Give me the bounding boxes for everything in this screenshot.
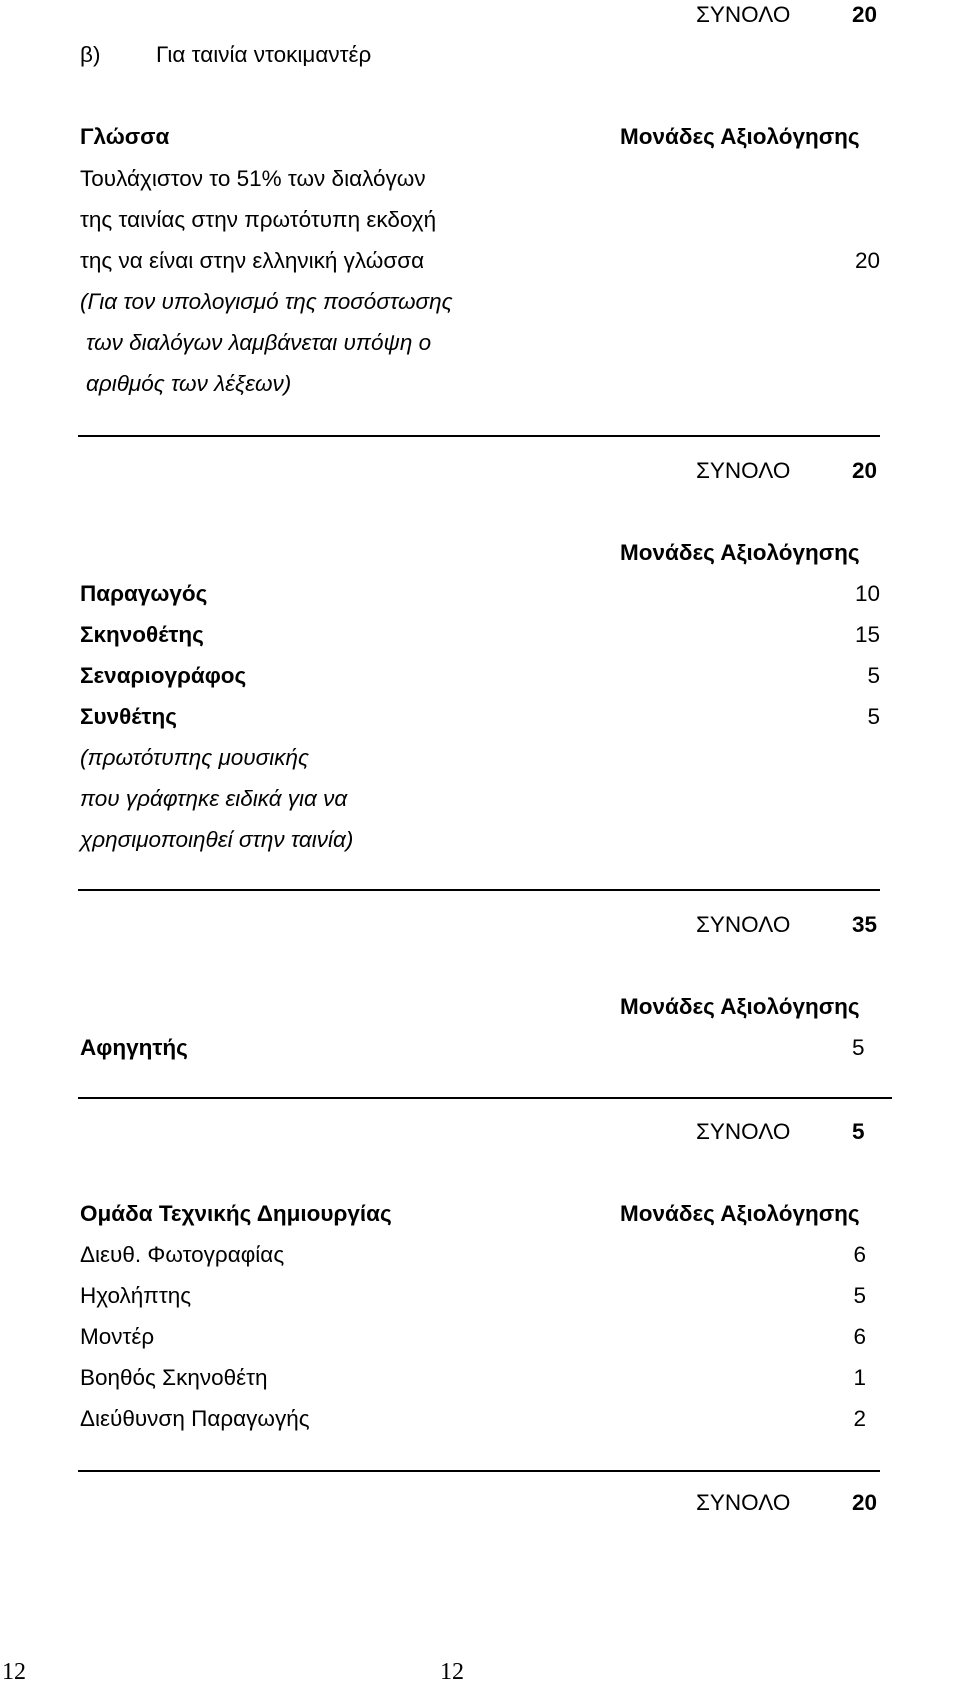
creators-row-label: Συνθέτης xyxy=(80,704,177,729)
technical-row-value: 6 xyxy=(853,1242,866,1267)
technical-points-header: Μονάδες Αξιολόγησης xyxy=(620,1201,860,1226)
narrator-value: 5 xyxy=(852,1035,865,1060)
language-line-2: της ταινίας στην πρωτότυπη εκδοχή xyxy=(80,207,437,232)
technical-row-label: Μοντέρ xyxy=(80,1324,155,1349)
language-total-label: ΣΥΝΟΛΟ xyxy=(696,458,791,483)
language-note-1: (Για τον υπολογισμό της ποσόστωσης xyxy=(80,289,453,314)
creators-row-value: 10 xyxy=(854,581,880,606)
section-marker: β) xyxy=(80,42,101,67)
creators-points-header: Μονάδες Αξιολόγησης xyxy=(620,540,860,565)
technical-row-label: Ηχολήπτης xyxy=(80,1283,192,1308)
creators-row-label: Σεναριογράφος xyxy=(80,663,247,688)
creators-total-label: ΣΥΝΟΛΟ xyxy=(696,912,791,937)
creators-note-2: που γράφτηκε ειδικά για να xyxy=(80,786,348,811)
language-points-header: Μονάδες Αξιολόγησης xyxy=(620,124,860,149)
section-title: Για ταινία ντοκιμαντέρ xyxy=(156,42,372,67)
language-divider xyxy=(78,435,880,437)
narrator-total-value: 5 xyxy=(852,1119,865,1144)
language-heading: Γλώσσα xyxy=(80,124,170,149)
language-note-3: αριθμός των λέξεων) xyxy=(86,371,292,396)
creators-row-label: Σκηνοθέτης xyxy=(80,622,204,647)
technical-row-value: 5 xyxy=(853,1283,866,1308)
technical-row-value: 6 xyxy=(853,1324,866,1349)
technical-row-label: Διευθ. Φωτογραφίας xyxy=(80,1242,285,1267)
technical-total-label: ΣΥΝΟΛΟ xyxy=(696,1490,791,1515)
creators-row-label: Παραγωγός xyxy=(80,581,208,606)
creators-note-3: χρησιμοποιηθεί στην ταινία) xyxy=(80,827,354,852)
technical-total-value: 20 xyxy=(852,1490,878,1515)
technical-divider xyxy=(78,1470,880,1472)
creators-divider xyxy=(78,889,880,891)
narrator-points-header: Μονάδες Αξιολόγησης xyxy=(620,994,860,1019)
top-total-label: ΣΥΝΟΛΟ xyxy=(696,2,791,27)
creators-row-value: 5 xyxy=(867,663,880,688)
top-total-value: 20 xyxy=(852,2,878,27)
language-value: 20 xyxy=(854,248,880,273)
creators-total-value: 35 xyxy=(852,912,878,937)
narrator-label: Αφηγητής xyxy=(80,1035,188,1060)
language-total-value: 20 xyxy=(852,458,878,483)
language-note-2: των διαλόγων λαμβάνεται υπόψη ο xyxy=(86,330,432,355)
technical-row-value: 2 xyxy=(853,1406,866,1431)
page-number-center: 12 xyxy=(440,1659,464,1685)
narrator-divider xyxy=(78,1097,892,1099)
technical-row-label: Διεύθυνση Παραγωγής xyxy=(80,1406,310,1431)
technical-row-value: 1 xyxy=(853,1365,866,1390)
creators-note-1: (πρωτότυπης μουσικής xyxy=(80,745,309,770)
language-line-1: Τουλάχιστον το 51% των διαλόγων xyxy=(80,166,426,191)
creators-row-value: 5 xyxy=(867,704,880,729)
narrator-total-label: ΣΥΝΟΛΟ xyxy=(696,1119,791,1144)
language-line-3: της να είναι στην ελληνική γλώσσα xyxy=(80,248,425,273)
technical-heading: Ομάδα Τεχνικής Δημιουργίας xyxy=(80,1201,392,1226)
technical-row-label: Βοηθός Σκηνοθέτη xyxy=(80,1365,268,1390)
creators-row-value: 15 xyxy=(854,622,880,647)
page-number-left: 12 xyxy=(2,1659,26,1685)
